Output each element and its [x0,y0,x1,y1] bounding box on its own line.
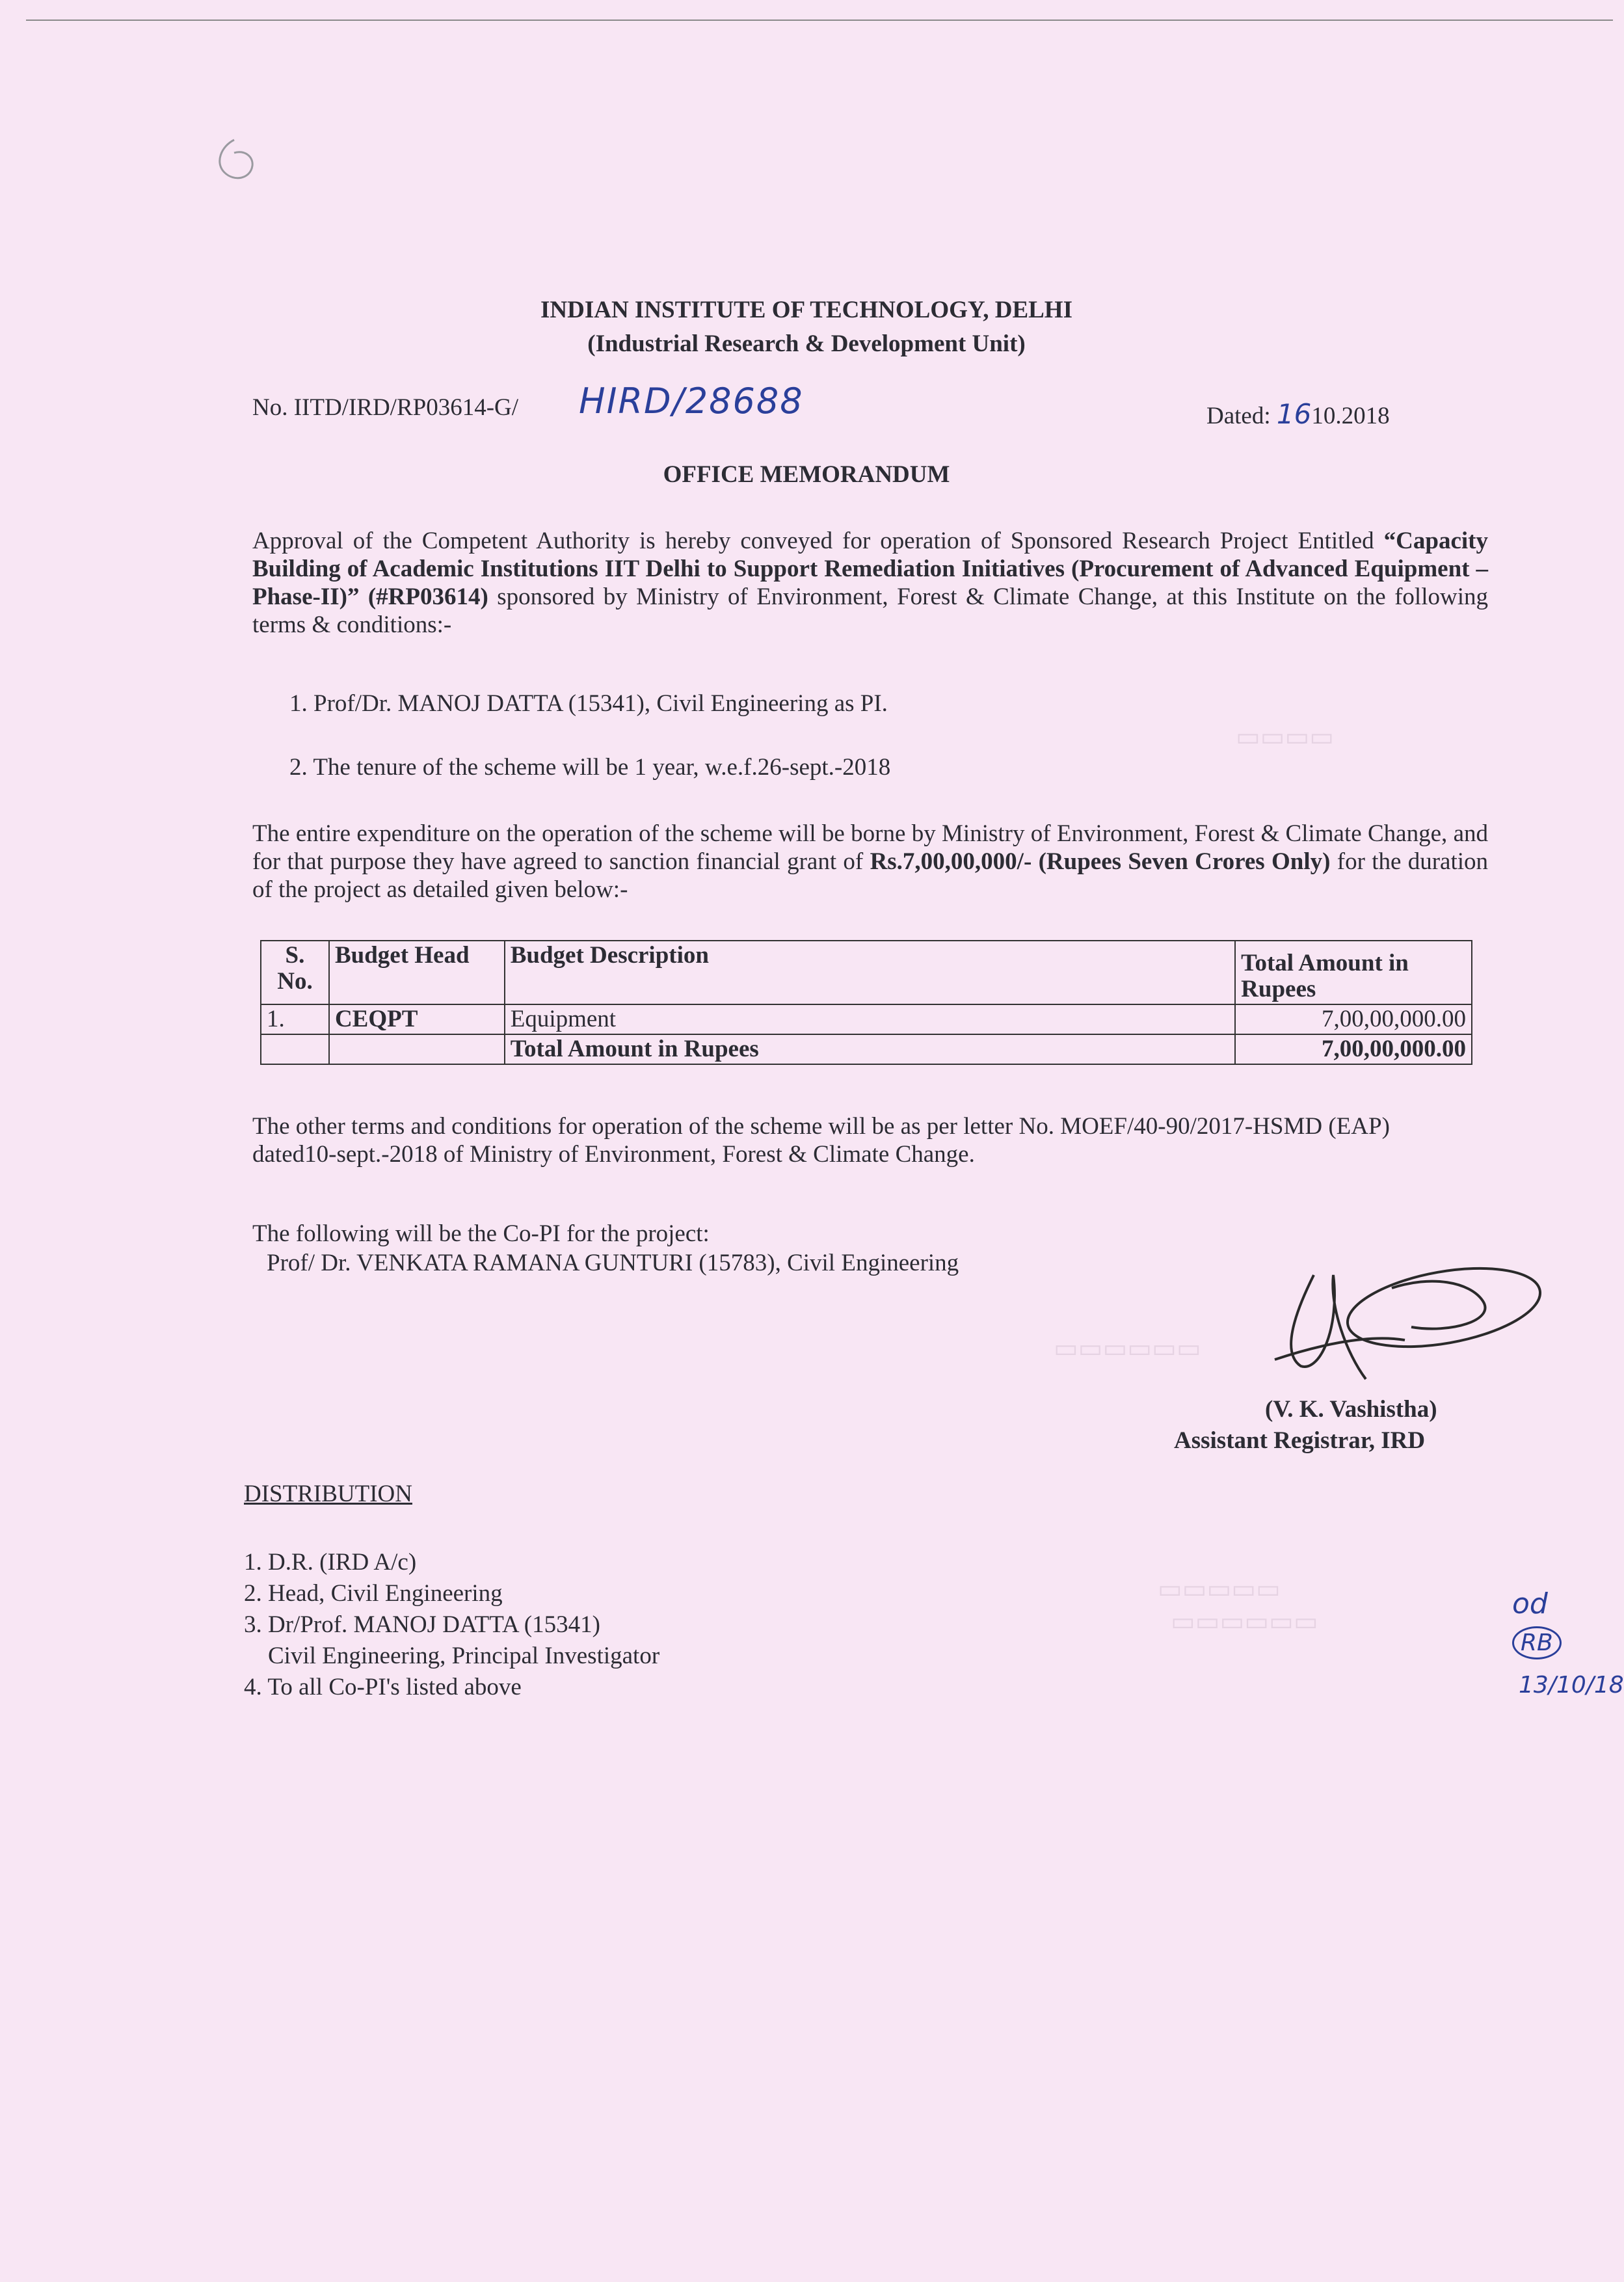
cell-budget-head: CEQPT [329,1004,505,1034]
distribution-item: 3. Dr/Prof. MANOJ DATTA (15341) [244,1611,600,1638]
bleed-through-mark: ▭▭▭▭▭ [1158,1574,1281,1604]
cell-empty [261,1034,329,1064]
total-label: Total Amount in Rupees [505,1034,1235,1064]
reference-number [252,394,518,422]
cell-sno: 1. [261,1004,329,1034]
bleed-through-mark: ▭▭▭▭▭▭ [1054,1334,1201,1363]
distribution-item: 4. To all Co-PI's listed above [244,1674,522,1700]
copi-label: The following will be the Co-PI for the project: [252,1220,710,1247]
distribution-item: 1. D.R. (IRD A/c) [244,1549,417,1576]
header-budget-description: Budget Description [505,941,1235,1004]
margin-note-initials: od [1512,1587,1548,1620]
budget-table [260,940,1472,1065]
grant-amount-words: (Rupees Seven Crores Only) [1038,848,1331,875]
term-item: 1. Prof/Dr. MANOJ DATTA (15341), Civil Engineering as PI. [289,690,888,717]
intro-paragraph [252,527,1488,639]
cell-amount: 7,00,00,000.00 [1235,1004,1472,1034]
bleed-through-mark: ▭▭▭▭▭▭ [1171,1607,1318,1637]
bleed-through-mark: ▭▭▭▭ [1236,722,1335,752]
signatory-designation: Assistant Registrar, IRD [1174,1427,1426,1454]
other-terms-paragraph: The other terms and conditions for operation of the scheme will be as per letter No. MOEF/40-90/2017-HSMD (EAP) dated10-sept.-2018 of Ministry of Environment, Forest & Climate Change. [252,1113,1390,1168]
margin-note-circled: RB [1512,1626,1562,1659]
distribution-item: Civil Engineering, Principal Investigator [268,1643,660,1669]
signature [1236,1236,1574,1405]
date-day-handwritten: 16 [1276,398,1312,430]
reference-prefix: No. IITD/IRD/RP03614-G/ [252,394,519,421]
table-header-row [261,941,1472,1004]
unit-name: (Industrial Research & Development Unit) [587,330,1026,357]
header-total-amount: Total Amount in Rupees [1235,941,1472,1004]
top-border-line [26,20,1613,21]
term-item: 2. The tenure of the scheme will be 1 year, w.e.f.26-sept.-2018 [289,754,891,781]
distribution-item: 2. Head, Civil Engineering [244,1580,503,1607]
margin-note-date: 13/10/18 [1519,1672,1624,1698]
expenditure-paragraph [252,820,1488,904]
expenditure-part1: The entire expenditure on the operation of the scheme will be borne by Ministry of Environment, Forest & Climate Change, and for that purpose they have agreed to sanction financial grant of [252,820,1488,875]
header-budget-head: Budget Head [329,941,505,1004]
institute-name: INDIAN INSTITUTE OF TECHNOLOGY, DELHI [540,297,1072,323]
table-row [261,1004,1472,1034]
expenditure-part2: for the duration of the project as detailed given below:- [252,848,1489,903]
punch-hole-mark [208,133,260,192]
total-amount: 7,00,00,000.00 [1235,1034,1472,1064]
date-rest: 10.2018 [1311,403,1390,429]
grant-amount: Rs.7,00,00,000/- [870,848,1032,875]
copi-name: Prof/ Dr. VENKATA RAMANA GUNTURI (15783), Civil Engineering [267,1250,959,1276]
date-label: Dated: [1206,403,1271,429]
distribution-heading: DISTRIBUTION [244,1481,412,1507]
cell-description: Equipment [505,1004,1235,1034]
table-total-row [261,1034,1472,1064]
handwritten-reference: HIRD/28688 [579,381,804,422]
intro-part1: Approval of the Competent Authority is hereby conveyed for operation of Sponsored Research Project Entitled [252,528,1384,554]
signatory-name: (V. K. Vashistha) [1265,1396,1437,1423]
memo-title: OFFICE MEMORANDUM [663,461,950,488]
intro-part2: sponsored by Ministry of Environment, Forest & Climate Change, at this Institute on the following terms & conditions:- [252,584,1488,638]
project-title: “Capacity Building of Academic Institutions IIT Delhi to Support Remediation Initiatives (Procurement of Advanced Equipment – Phase-II)” (#RP03614) [252,528,1488,610]
header-sno: S. No. [261,941,329,1004]
cell-empty [329,1034,505,1064]
date-field [1206,400,1390,430]
